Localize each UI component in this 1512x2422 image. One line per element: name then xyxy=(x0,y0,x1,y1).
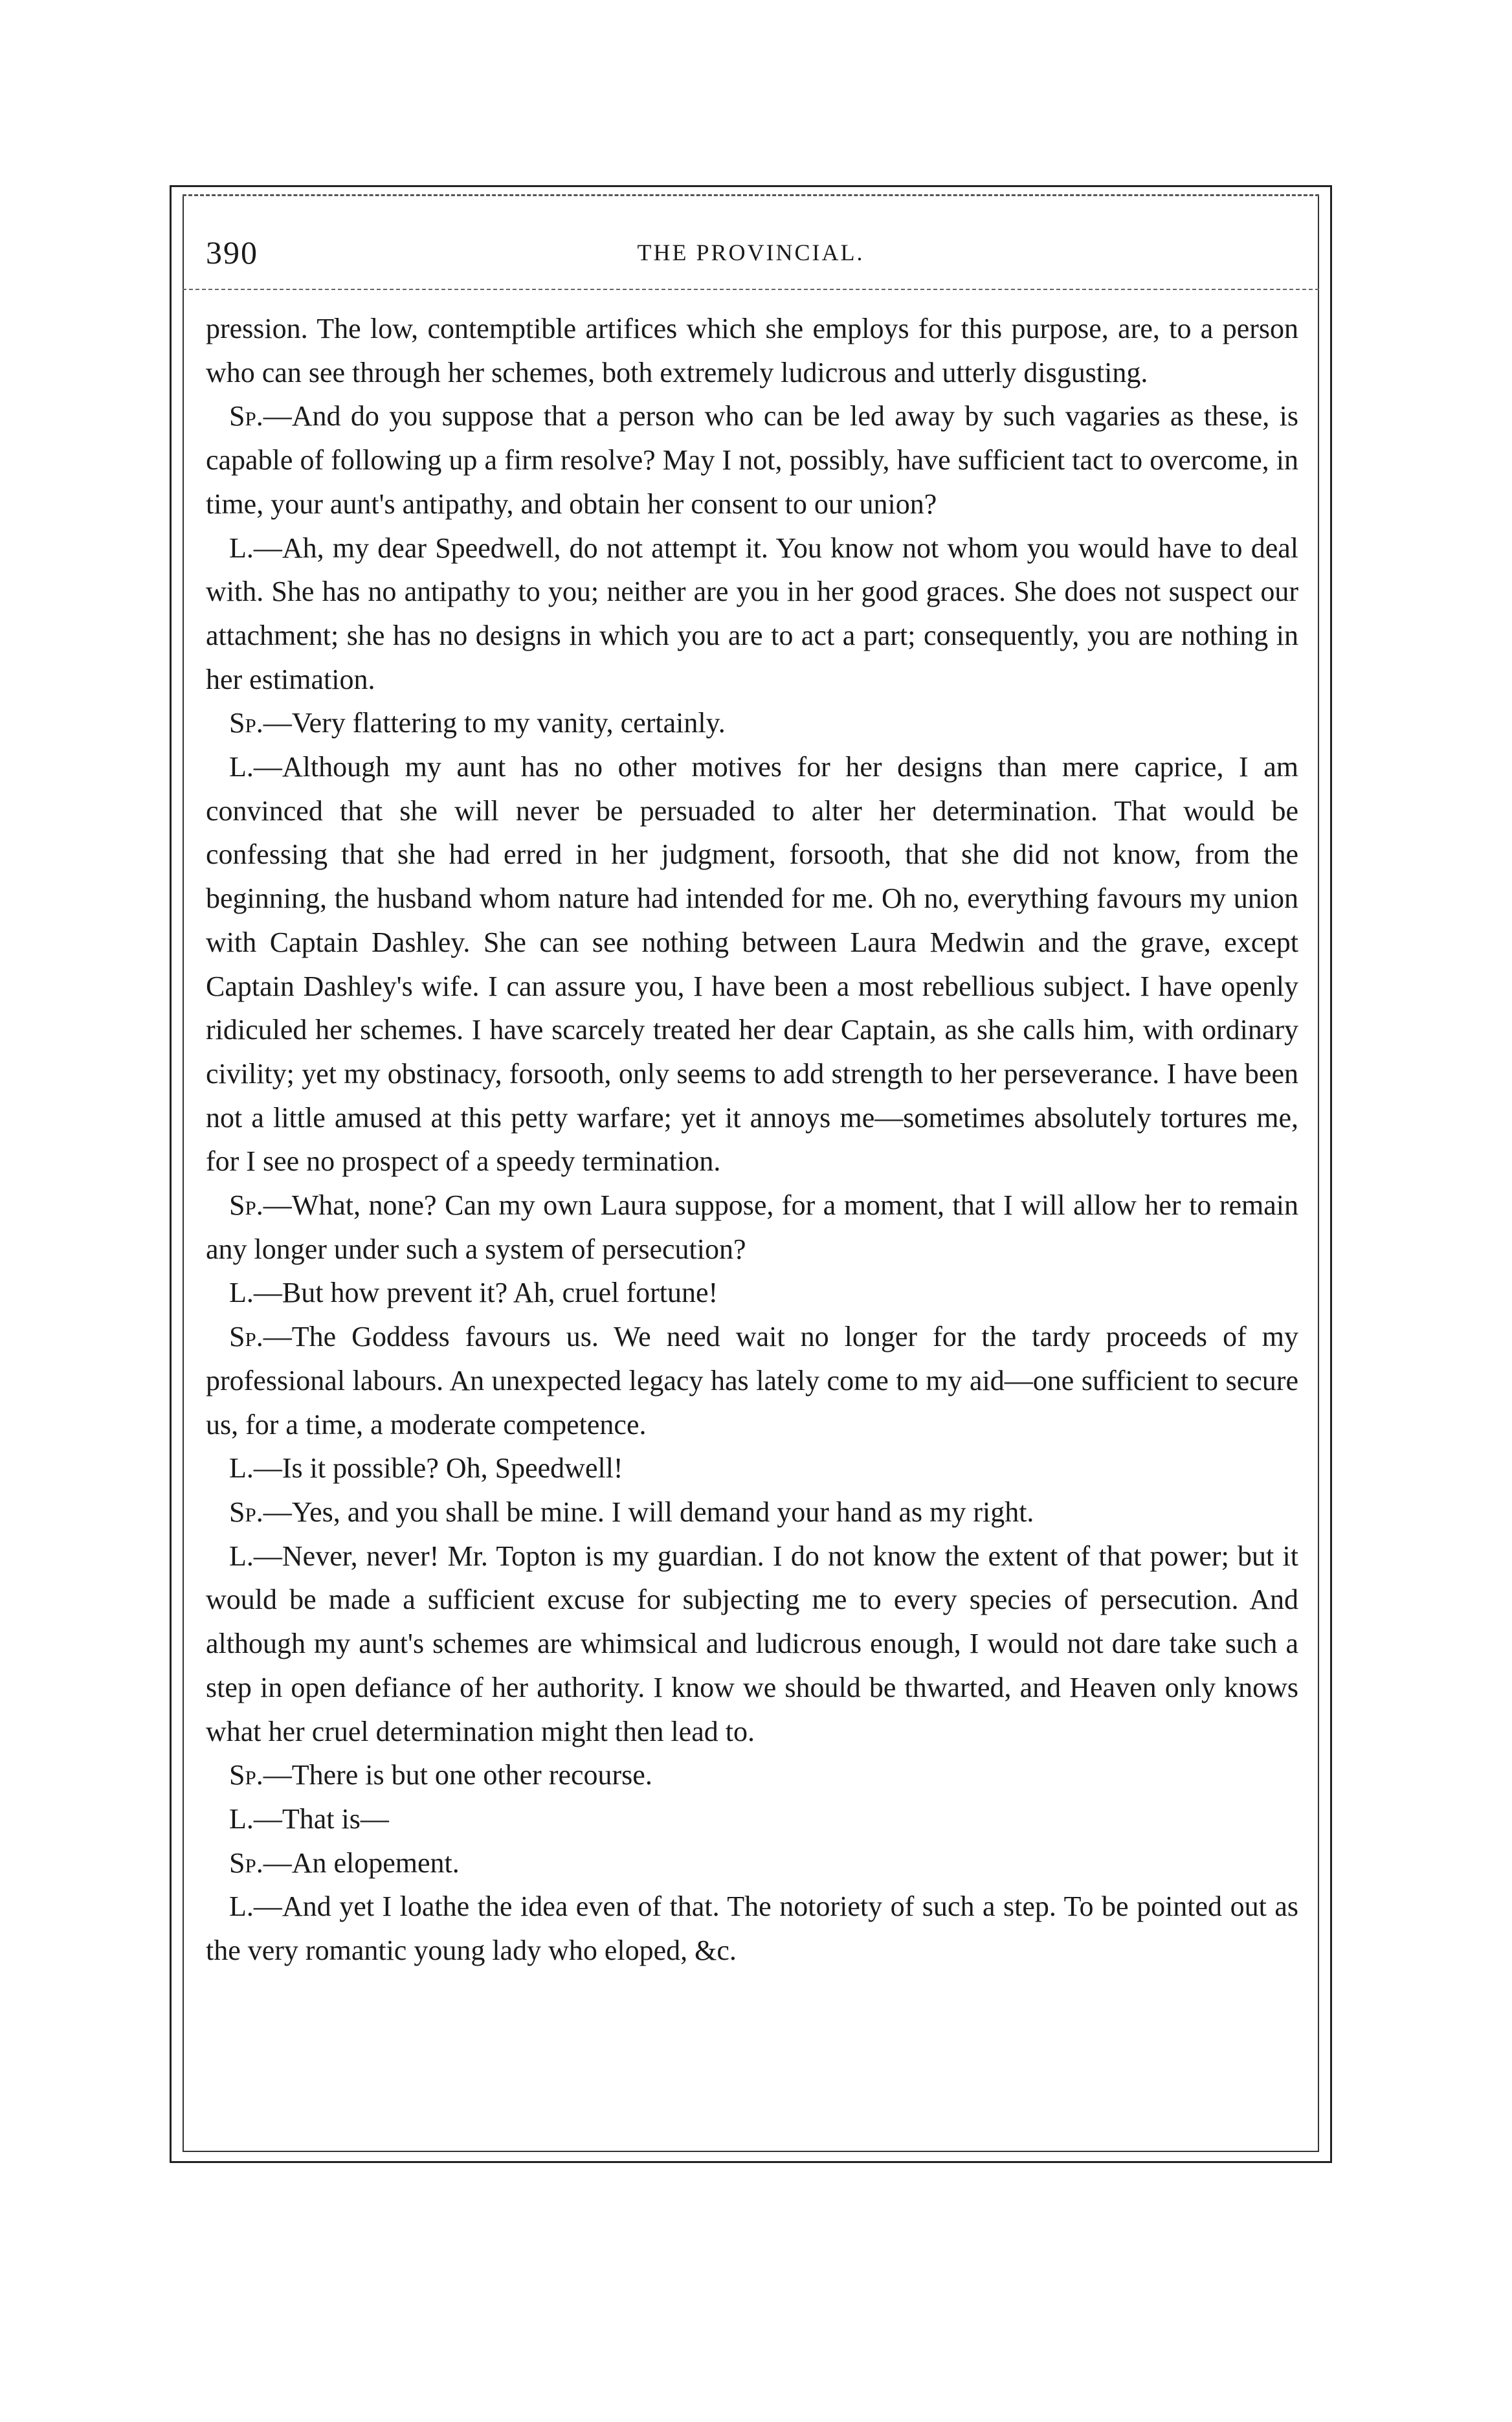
paragraph xyxy=(206,1885,1298,1972)
paragraph-text: —That is— xyxy=(253,1802,389,1835)
paragraph-text: —And do you suppose that a person who can be led away by such vagaries as these, is capable of following up a firm resolve? May I not, possibly, have sufficient tact to overcome, in time, your aunt's antipathy, and obtain her consent to our union? xyxy=(206,400,1298,520)
page-number: 390 xyxy=(206,234,258,271)
speaker-label: L. xyxy=(229,1277,254,1309)
paragraph xyxy=(206,394,1298,526)
paragraph xyxy=(206,1446,1298,1490)
paragraph-text: —Although my aunt has no other motives for her designs than mere caprice, I am convinced that she will never be persuaded to alter her determination. That would be confessing that she had erred in her judgment, forsooth, that she did not know, from the beginning, the husband whom nature had intended for me. Oh no, everything favours my union with Captain Dashley. She can see nothing between Laura Medwin and the grave, except Captain Dashley's wife. I can assure you, I have been a most rebellious subject. I have openly ridiculed her schemes. I have scarcely treated her dear Captain, as she calls him, with ordinary civility; yet my obstinacy, forsooth, only seems to add strength to her perseverance. I have been not a little amused at this petty warfare; yet it annoys me—sometimes absolutely tortures me, for I see no prospect of a speedy termination. xyxy=(206,751,1298,1178)
paragraph-text: —What, none? Can my own Laura suppose, for a moment, that I will allow her to remain any longer under such a system of persecution? xyxy=(206,1189,1298,1265)
paragraph xyxy=(206,1183,1298,1271)
speaker-label: L. xyxy=(229,1890,254,1923)
paragraph xyxy=(206,1797,1298,1841)
speaker-label: L. xyxy=(229,1802,254,1835)
speaker-label: L. xyxy=(229,1540,254,1572)
paragraph-text: —An elopement. xyxy=(263,1846,460,1879)
speaker-label: L. xyxy=(229,751,254,783)
paragraph-text: pression. The low, contemptible artifices which she employs for this purpose, are, to a person who can see through her schemes, both extremely ludicrous and utterly disgusting. xyxy=(206,313,1298,388)
speaker-label: Sp. xyxy=(229,1321,263,1353)
paragraph-text: —Ah, my dear Speedwell, do not attempt it. You know not whom you would have to deal with. She has no antipathy to you; neither are you in her good graces. She does not suspect our attachment; she has no designs in which you are to act a part; consequently, you are nothing in her estimation. xyxy=(206,532,1298,695)
paragraph xyxy=(206,526,1298,702)
paragraph-text: —Is it possible? Oh, Speedwell! xyxy=(253,1452,623,1485)
paragraph-text: —There is but one other recourse. xyxy=(263,1759,652,1791)
speaker-label: Sp. xyxy=(229,1189,263,1222)
top-rule xyxy=(183,194,1319,196)
speaker-label: Sp. xyxy=(229,707,263,739)
speaker-label: Sp. xyxy=(229,1846,263,1879)
paragraph xyxy=(206,745,1298,1183)
page-header xyxy=(206,227,1296,278)
speaker-label: Sp. xyxy=(229,400,263,432)
paragraph xyxy=(206,1271,1298,1315)
paragraph xyxy=(206,1490,1298,1534)
speaker-label: L. xyxy=(229,1452,254,1485)
paragraph-text: —Very flattering to my vanity, certainly. xyxy=(263,707,726,739)
paragraph xyxy=(206,1841,1298,1885)
paragraph-text: —But how prevent it? Ah, cruel fortune! xyxy=(253,1277,718,1309)
paragraph xyxy=(206,1315,1298,1446)
paragraph xyxy=(206,1753,1298,1797)
paragraph xyxy=(206,701,1298,745)
speaker-label: L. xyxy=(229,532,254,564)
running-title: THE PROVINCIAL. xyxy=(637,240,865,265)
speaker-label: Sp. xyxy=(229,1496,263,1528)
paragraph xyxy=(206,307,1298,394)
paragraph-text: —And yet I loathe the idea even of that. The notoriety of such a step. To be pointed out as the very romantic young lady who eloped, &c. xyxy=(206,1890,1298,1967)
paragraph xyxy=(206,1534,1298,1754)
header-rule xyxy=(183,289,1319,290)
paragraph-text: —Never, never! Mr. Topton is my guardian. I do not know the extent of that power; but it would be made a sufficient excuse for subjecting me to every species of persecution. And although my aunt's schemes are whimsical and ludicrous enough, I would not dare take such a step in open defiance of her authority. I know we should be thwarted, and Heaven only knows what her cruel determination might then lead to. xyxy=(206,1540,1298,1747)
paragraph-text: —The Goddess favours us. We need wait no longer for the tardy proceeds of my professional labours. An unexpected legacy has lately come to my aid—one sufficient to secure us, for a time, a moderate competence. xyxy=(206,1321,1298,1441)
page-body xyxy=(206,307,1298,1973)
paragraph-text: —Yes, and you shall be mine. I will demand your hand as my right. xyxy=(263,1496,1034,1528)
speaker-label: Sp. xyxy=(229,1759,263,1791)
